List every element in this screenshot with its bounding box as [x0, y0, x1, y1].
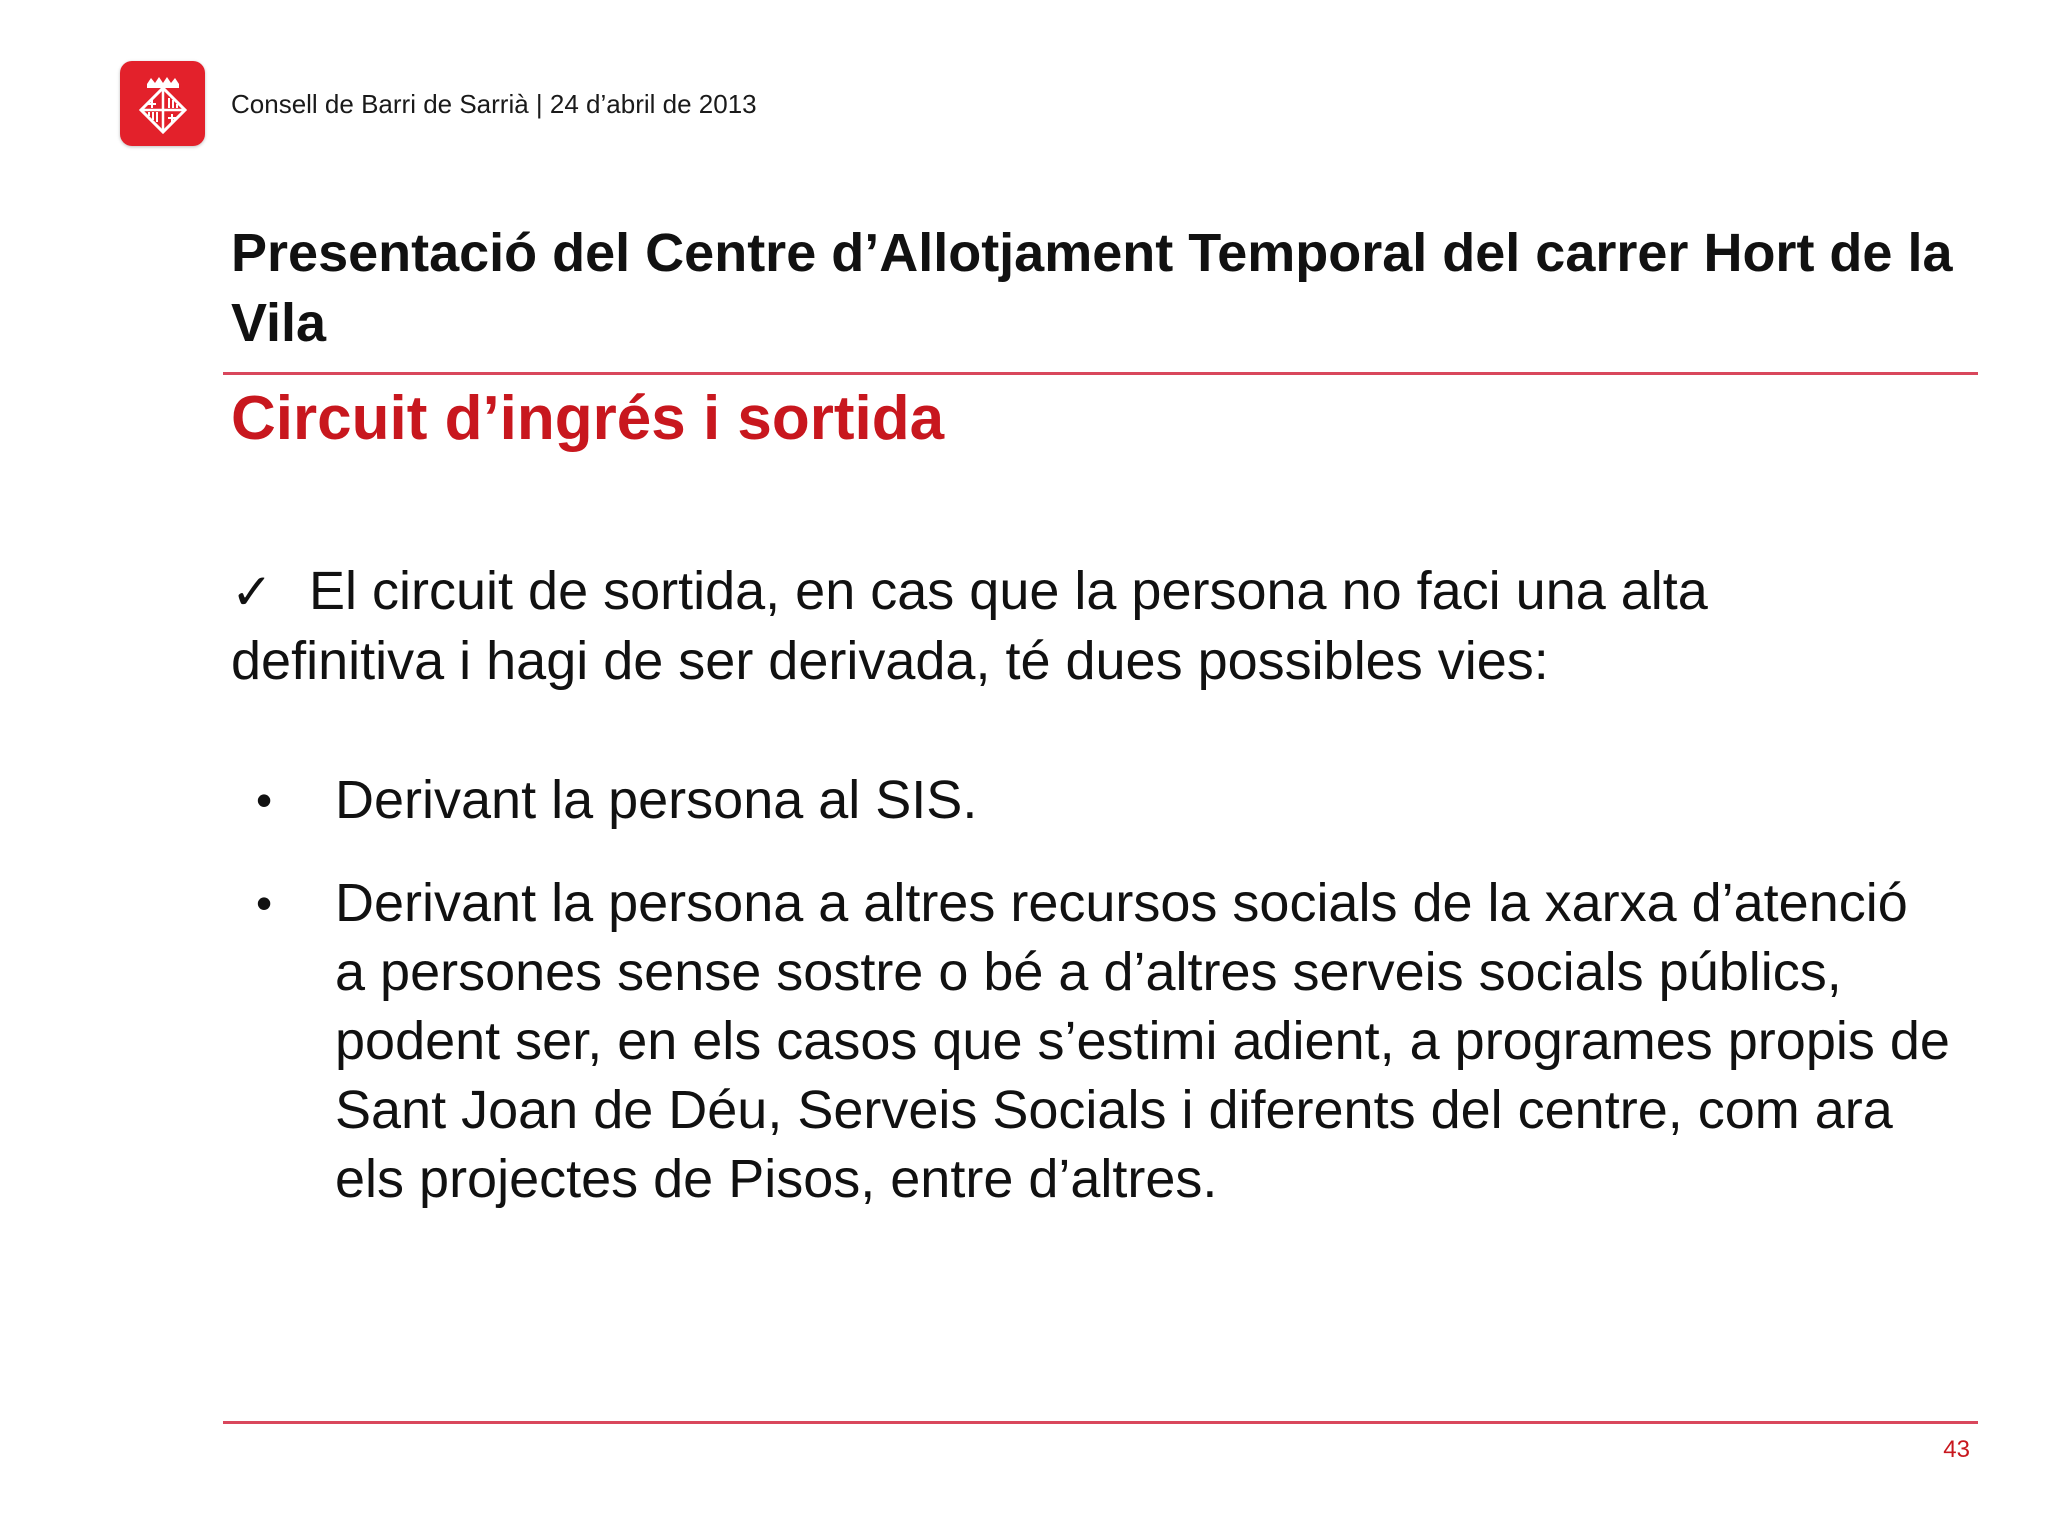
list-item	[231, 869, 1951, 1214]
bullet-icon: •	[256, 877, 273, 929]
list-item-text: Derivant la persona a altres recursos socials de la xarxa d’atenció a persones sense sostre o bé a d’altres serveis socials públics, podent ser, en els casos que s’estimi adient, a programes propis de Sant Joan de Déu, Serveis Socials i diferents del centre, com ara els projectes de Pisos, entre d’altres.	[335, 873, 1950, 1209]
list-item-text: Derivant la persona al SIS.	[335, 770, 978, 830]
page-number: 43	[1943, 1436, 1970, 1463]
list-item	[231, 766, 1951, 835]
bottom-divider	[223, 1421, 1978, 1424]
ajuntament-logo	[120, 61, 205, 146]
intro-text: El circuit de sortida, en cas que la persona no faci una alta definitiva i hagi de ser derivada, té dues possibles vies:	[231, 561, 1708, 691]
intro-paragraph	[231, 557, 1931, 696]
checkmark-icon: ✓	[231, 564, 273, 620]
header-caption: Consell de Barri de Sarrià | 24 d’abril de 2013	[231, 89, 757, 119]
bullet-icon: •	[256, 774, 273, 826]
slide-subtitle: Circuit d’ingrés i sortida	[231, 384, 945, 453]
barcelona-coat-of-arms-icon	[135, 74, 191, 134]
slide-title: Presentació del Centre d’Allotjament Temporal del carrer Hort de la Vila	[231, 223, 1953, 353]
bullet-list	[231, 766, 1951, 1248]
top-divider	[223, 372, 1978, 375]
